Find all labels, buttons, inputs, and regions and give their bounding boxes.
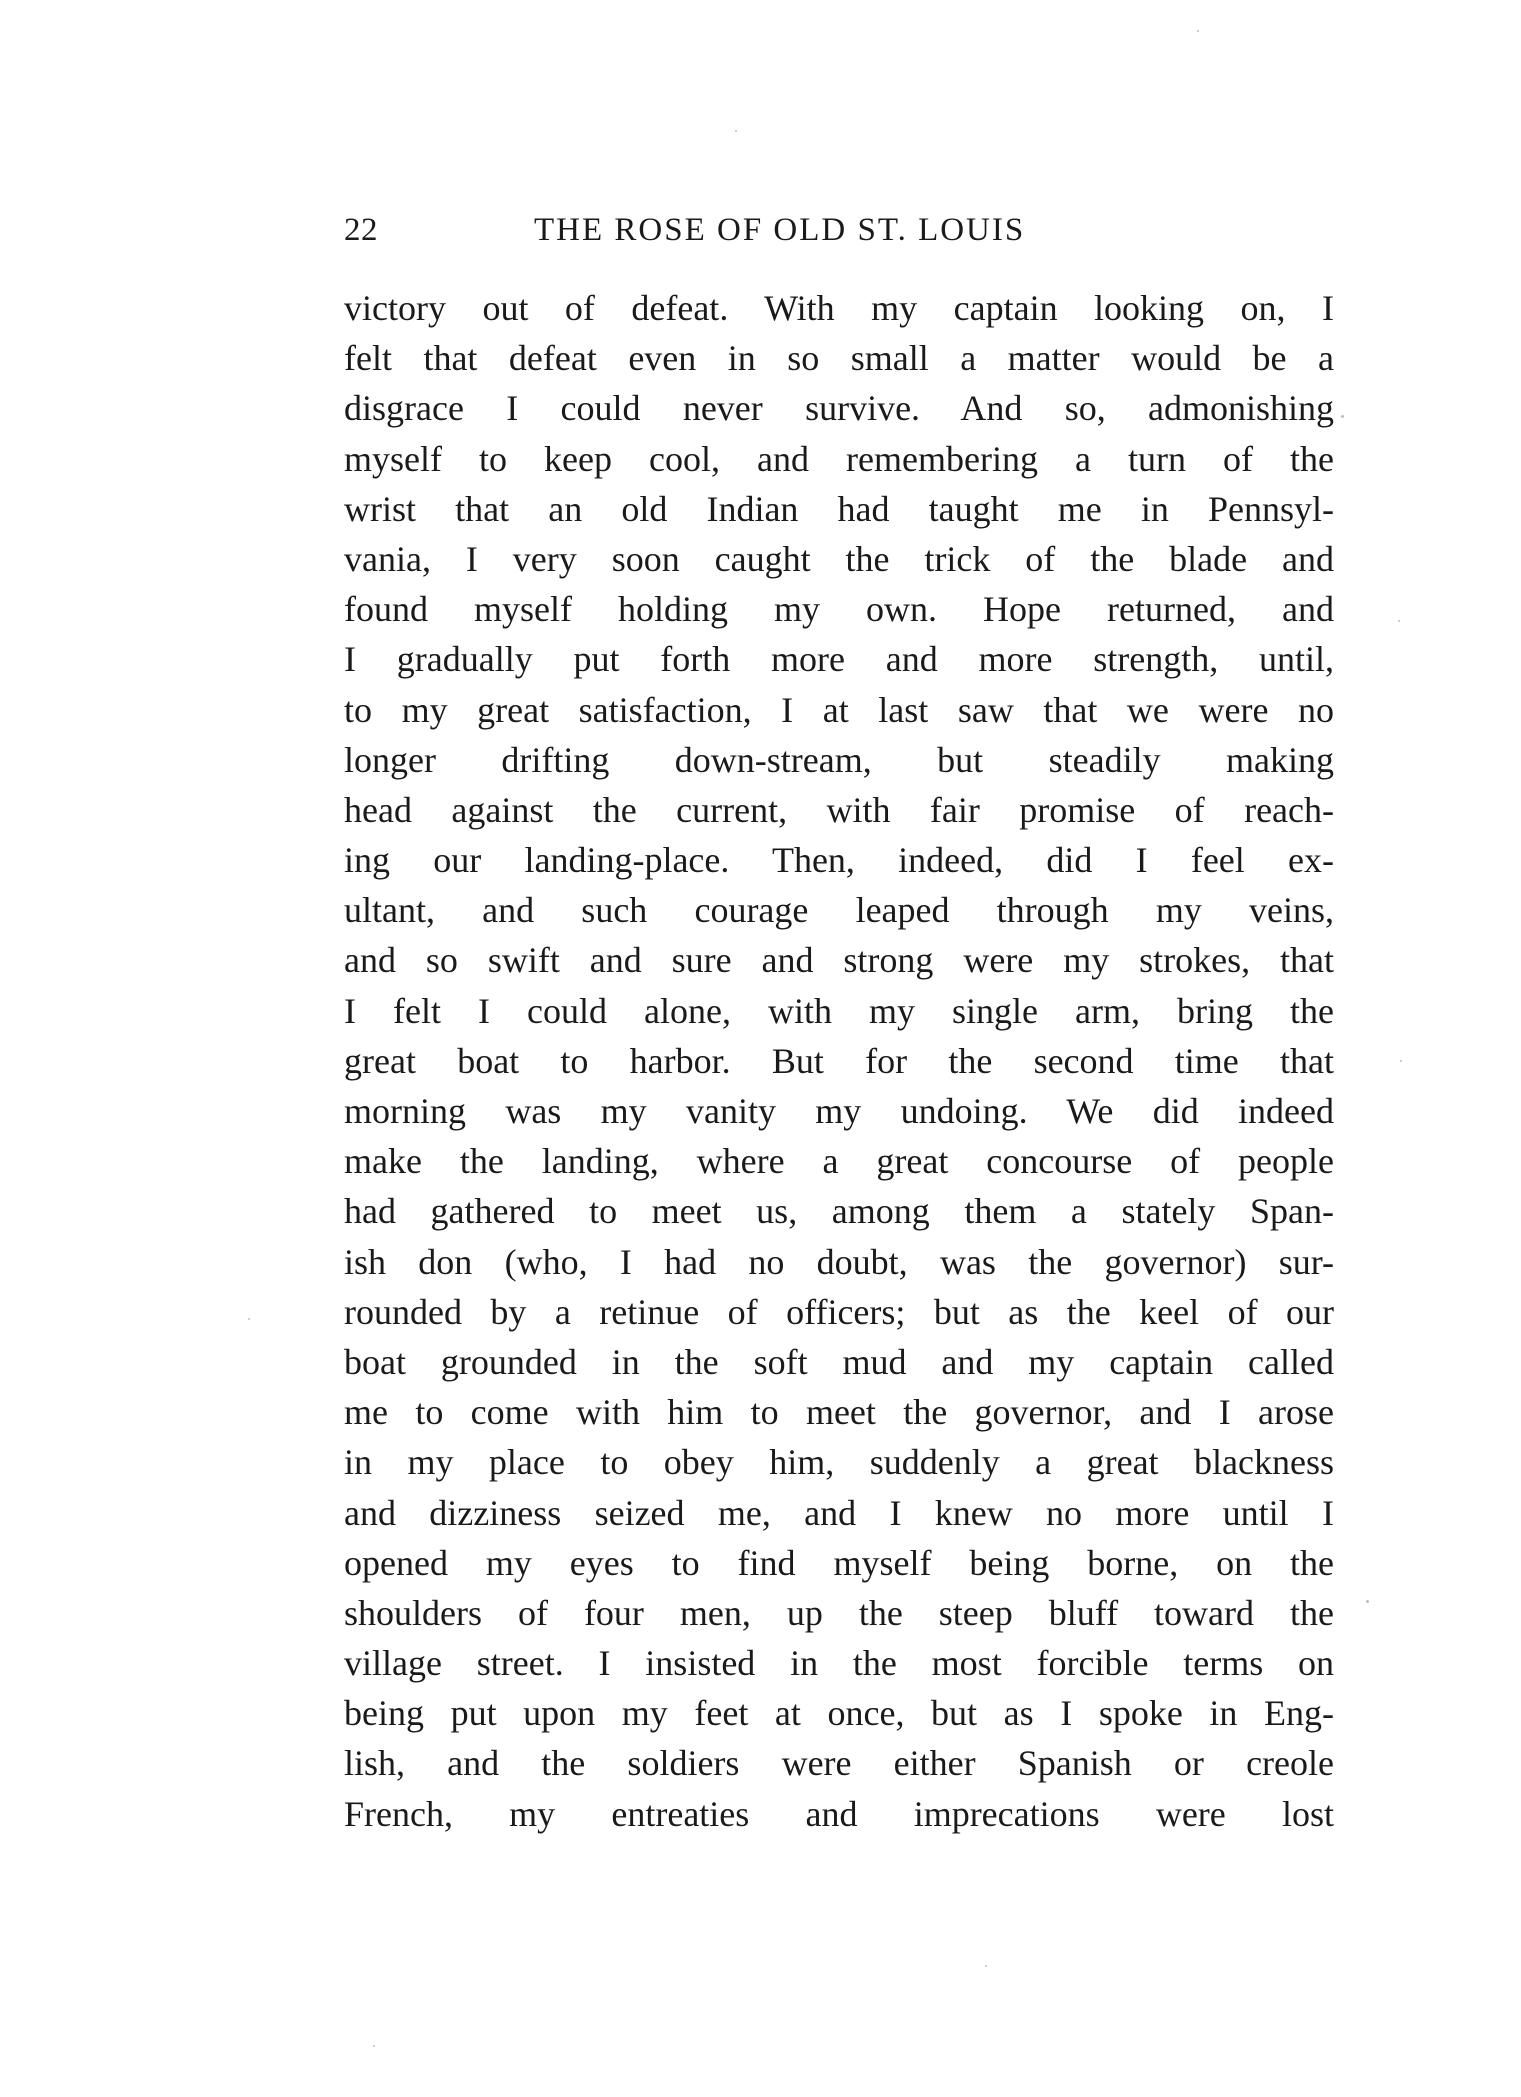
speck: [1366, 1600, 1369, 1603]
speck: [1197, 30, 1199, 32]
text-line: found myself holding my own. Hope returned, and: [344, 589, 1334, 630]
speck: [373, 2045, 375, 2047]
text-line: in my place to obey him, suddenly a great blackness: [344, 1442, 1334, 1483]
speck: [985, 1965, 987, 1967]
text-line: head against the current, with fair promise of reach-: [344, 789, 1334, 830]
text-line: boat grounded in the soft mud and my captain called: [344, 1341, 1334, 1382]
text-line: ing our landing-place. Then, indeed, did I feel ex-: [344, 840, 1334, 881]
text-line: felt that defeat even in so small a matter would be a: [344, 338, 1334, 379]
text-line: me to come with him to meet the governor, and I arose: [344, 1392, 1334, 1433]
text-line: opened my eyes to find myself being borne, on the: [344, 1542, 1334, 1583]
text-line: longer drifting down-stream, but steadily making: [344, 739, 1334, 780]
running-title: THE ROSE OF OLD ST. LOUIS: [534, 212, 1026, 248]
text-line: ish don (who, I had no doubt, was the governor) sur-: [344, 1241, 1334, 1282]
speck: [1398, 620, 1400, 622]
text-line: I gradually put forth more and more strength, until,: [344, 639, 1334, 680]
text-line: being put upon my feet at once, but as I spoke in Eng-: [344, 1693, 1334, 1734]
body-text: [344, 283, 1334, 1839]
text-line: myself to keep cool, and remembering a turn of the: [344, 438, 1334, 479]
text-line: morning was my vanity my undoing. We did indeed: [344, 1091, 1334, 1131]
speck: [1400, 1060, 1402, 1062]
speck: [1341, 415, 1344, 418]
running-head: [344, 208, 1334, 252]
text-line: vania, I very soon caught the trick of the blade and: [344, 538, 1334, 579]
text-line: great boat to harbor. But for the second time that: [344, 1040, 1334, 1081]
text-line: French, my entreaties and imprecations were lost: [344, 1793, 1334, 1834]
text-line: and so swift and sure and strong were my strokes, that: [344, 940, 1334, 981]
text-line: disgrace I could never survive. And so, admonishing: [344, 388, 1334, 429]
text-line: ultant, and such courage leaped through my veins,: [344, 890, 1334, 931]
text-line: to my great satisfaction, I at last saw that we were no: [344, 689, 1334, 730]
page-number: 22: [344, 212, 378, 248]
text-line: I felt I could alone, with my single arm, bring the: [344, 990, 1334, 1031]
text-line: victory out of defeat. With my captain looking on, I: [344, 288, 1334, 328]
text-line: rounded by a retinue of officers; but as the keel of our: [344, 1291, 1334, 1332]
speck: [248, 1318, 250, 1320]
text-line: shoulders of four men, up the steep bluff toward the: [344, 1592, 1334, 1633]
text-line: make the landing, where a great concourse of people: [344, 1141, 1334, 1182]
text-line: lish, and the soldiers were either Spanish or creole: [344, 1743, 1334, 1784]
text-line: wrist that an old Indian had taught me in Pennsyl-: [344, 488, 1334, 529]
text-line: village street. I insisted in the most forcible terms on: [344, 1643, 1334, 1684]
text-line: had gathered to meet us, among them a stately Span-: [344, 1191, 1334, 1232]
text-line: and dizziness seized me, and I knew no more until I: [344, 1492, 1334, 1533]
speck: [735, 130, 737, 132]
